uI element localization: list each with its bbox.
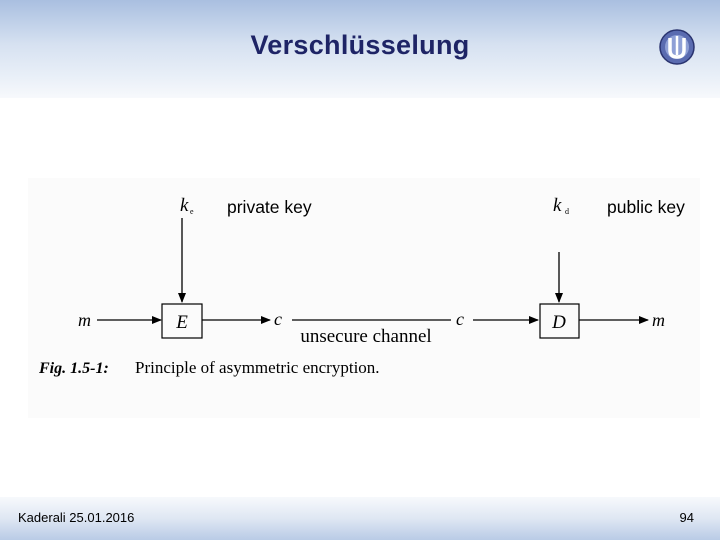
public-key-label: public key	[607, 197, 685, 217]
cipher-right-label: c	[456, 309, 464, 329]
output-m-label: m	[652, 310, 665, 330]
author-date: Kaderali 25.01.2016	[18, 510, 135, 525]
ke-subscript: e	[190, 207, 194, 216]
slide-footer	[0, 497, 720, 540]
slide-title: Verschlüsselung	[250, 30, 470, 60]
channel-label: unsecure channel	[300, 326, 432, 347]
encrypt-box-label: E	[176, 312, 188, 333]
private-key-label: private key	[227, 197, 312, 217]
decrypt-box-label: D	[552, 312, 566, 333]
cipher-left-label: c	[274, 309, 282, 329]
kd-label: k	[553, 195, 562, 216]
caption-text: Principle of asymmetric encryption.	[135, 358, 380, 377]
caption-number: Fig. 1.5-1:	[39, 360, 109, 377]
input-m-label: m	[78, 310, 91, 330]
ke-label: k	[180, 195, 189, 216]
kd-subscript: d	[565, 207, 569, 216]
page-number: 94	[679, 510, 694, 525]
